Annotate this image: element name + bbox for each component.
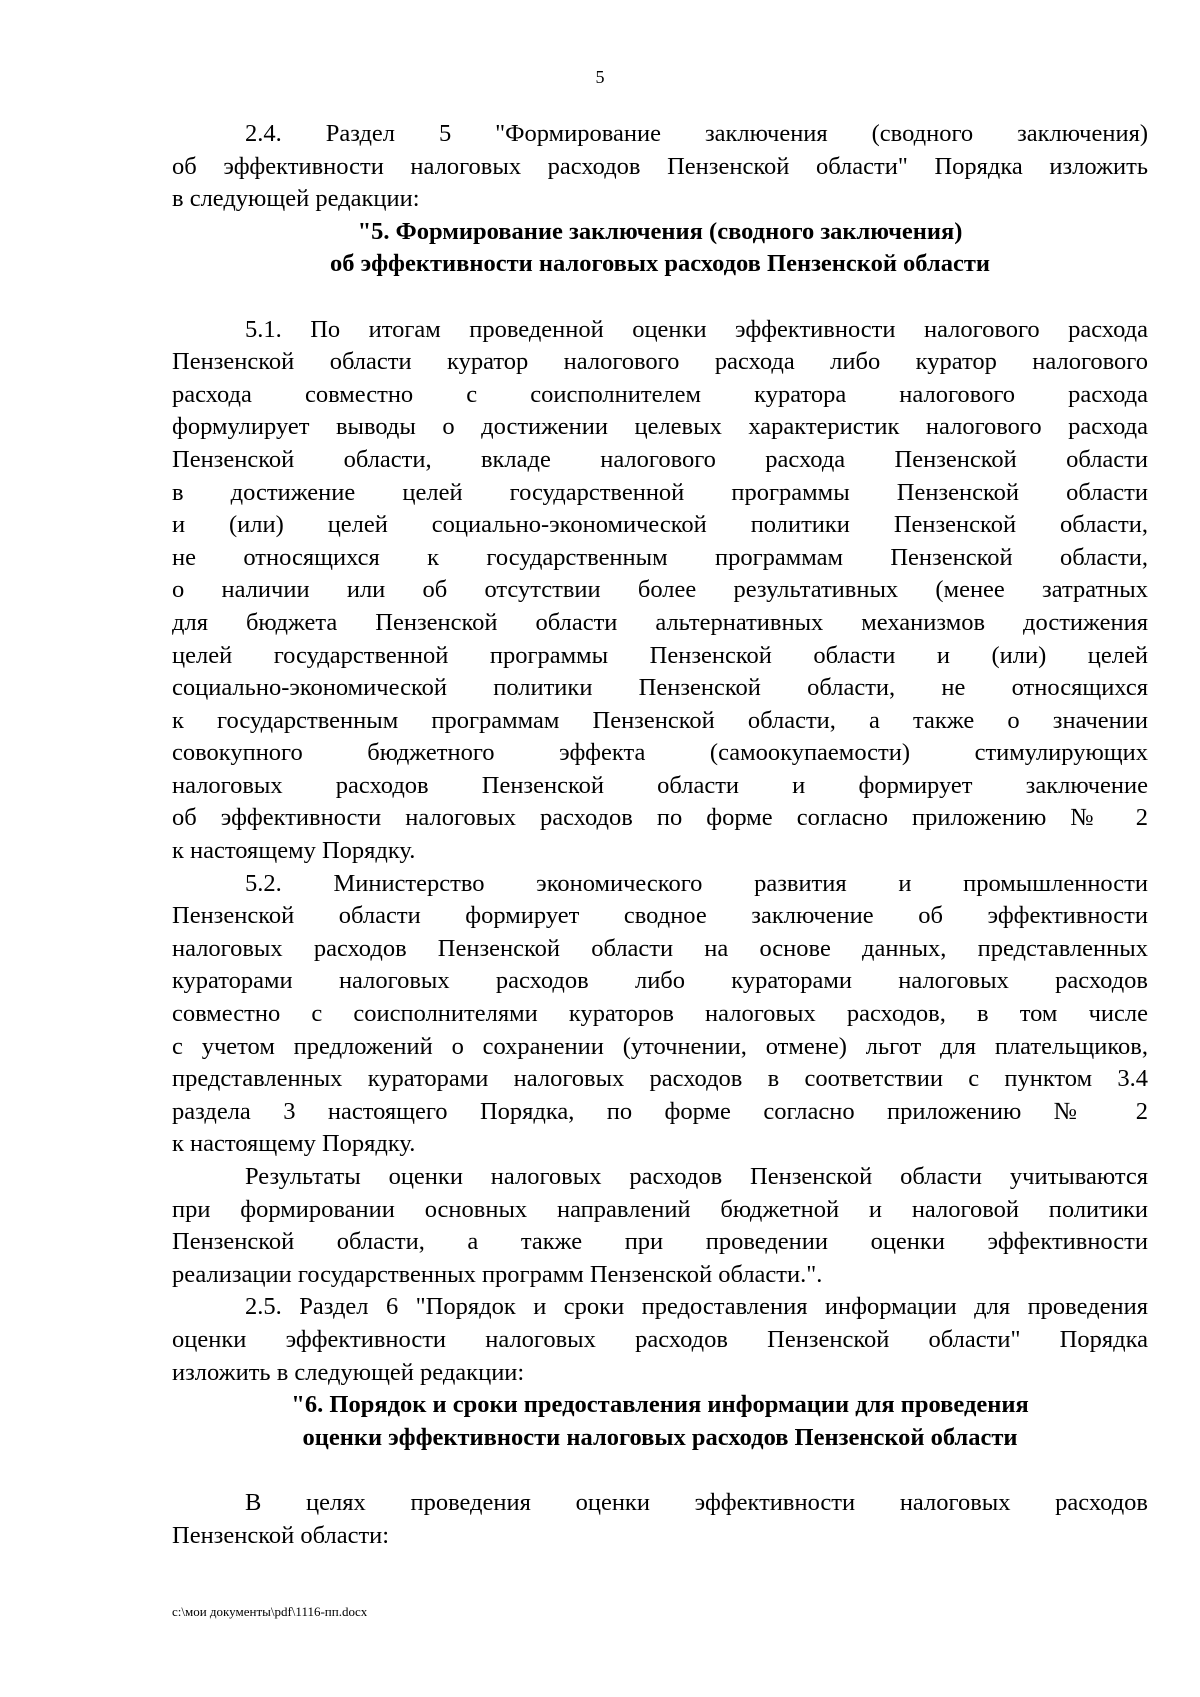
paragraph-line: расхода совместно с соисполнителем куратора налогового расхода bbox=[172, 380, 1148, 408]
paragraph-line: совокупного бюджетного эффекта (самоокупаемости) стимулирующих bbox=[172, 739, 1148, 767]
paragraph-line: совместно с соисполнителями кураторов налоговых расходов, в том числе bbox=[172, 1000, 1148, 1028]
paragraph-line: целей государственной программы Пензенской области и (или) целей bbox=[172, 641, 1148, 669]
footer-file-path: c:\мои документы\pdf\1116-пп.docx bbox=[172, 1604, 368, 1619]
paragraph-line: социально-экономической политики Пензенской области, не относящихся bbox=[172, 674, 1148, 702]
paragraph-line: об эффективности налоговых расходов Пензенской области" Порядка изложить bbox=[172, 152, 1148, 180]
paragraph-line: 5.2. Министерство экономического развития и промышленности bbox=[245, 869, 1148, 897]
section-heading: оценки эффективности налоговых расходов Пензенской области bbox=[302, 1423, 1018, 1451]
paragraph-line: Пензенской области, вкладе налогового расхода Пензенской области bbox=[172, 445, 1148, 473]
paragraph-line: изложить в следующей редакции: bbox=[172, 1358, 525, 1386]
paragraph-line: кураторами налоговых расходов либо кураторами налоговых расходов bbox=[172, 967, 1148, 995]
paragraph-line: реализации государственных программ Пензенской области.". bbox=[172, 1260, 823, 1288]
paragraph-line: к настоящему Порядку. bbox=[172, 837, 416, 865]
section-heading: об эффективности налоговых расходов Пензенской области bbox=[330, 250, 990, 278]
paragraph-line: и (или) целей социально-экономической политики Пензенской области, bbox=[172, 511, 1148, 539]
paragraph-line: не относящихся к государственным программам Пензенской области, bbox=[172, 543, 1148, 571]
paragraph-line: в следующей редакции: bbox=[172, 185, 420, 213]
section-heading: "6. Порядок и сроки предоставления информации для проведения bbox=[291, 1391, 1029, 1419]
paragraph-line: Пензенской области: bbox=[172, 1521, 390, 1549]
paragraph-line: о наличии или об отсутствии более результативных (менее затратных bbox=[172, 576, 1148, 604]
paragraph-line: об эффективности налоговых расходов по форме согласно приложению № 2 bbox=[172, 804, 1148, 832]
paragraph-line: с учетом предложений о сохранении (уточнении, отмене) льгот для плательщиков, bbox=[172, 1032, 1148, 1060]
paragraph-line: Результаты оценки налоговых расходов Пензенской области учитываются bbox=[245, 1163, 1148, 1190]
spacer bbox=[172, 281, 1148, 314]
paragraph-line: 2.4. Раздел 5 "Формирование заключения (сводного заключения) bbox=[245, 120, 1148, 147]
paragraph-line: 5.1. По итогам проведенной оценки эффективности налогового расхода bbox=[245, 315, 1148, 343]
paragraph-line: налоговых расходов Пензенской области и формирует заключение bbox=[172, 771, 1148, 799]
section-heading: "5. Формирование заключения (сводного заключения) bbox=[357, 217, 963, 245]
paragraph-line: к государственным программам Пензенской области, а также о значении bbox=[172, 706, 1148, 734]
paragraph-line: при формировании основных направлений бюджетной и налоговой политики bbox=[172, 1195, 1148, 1223]
paragraph-line: налоговых расходов Пензенской области на основе данных, представленных bbox=[172, 934, 1148, 962]
paragraph-line: В целях проведения оценки эффективности налоговых расходов bbox=[245, 1488, 1148, 1516]
paragraph-line: оценки эффективности налоговых расходов Пензенской области" Порядка bbox=[172, 1325, 1148, 1353]
paragraph-line: 2.5. Раздел 6 "Порядок и сроки предоставления информации для проведения bbox=[245, 1293, 1148, 1321]
page-number: 5 bbox=[595, 67, 605, 87]
paragraph-line: Пензенской области формирует сводное заключение об эффективности bbox=[172, 902, 1148, 930]
paragraph-line: формулирует выводы о достижении целевых характеристик налогового расхода bbox=[172, 413, 1148, 441]
paragraph-line: для бюджета Пензенской области альтернативных механизмов достижения bbox=[172, 608, 1148, 636]
paragraph-line: раздела 3 настоящего Порядка, по форме согласно приложению № 2 bbox=[172, 1097, 1148, 1125]
spacer bbox=[172, 1454, 1148, 1487]
paragraph-line: к настоящему Порядку. bbox=[172, 1130, 416, 1158]
paragraph-line: Пензенской области, а также при проведении оценки эффективности bbox=[172, 1228, 1148, 1256]
paragraph-line: Пензенской области куратор налогового расхода либо куратор налогового bbox=[172, 348, 1148, 376]
document-body bbox=[172, 118, 1148, 1552]
paragraph-line: представленных кураторами налоговых расходов в соответствии с пунктом 3.4 bbox=[172, 1065, 1148, 1093]
paragraph-line: в достижение целей государственной программы Пензенской области bbox=[172, 478, 1148, 506]
